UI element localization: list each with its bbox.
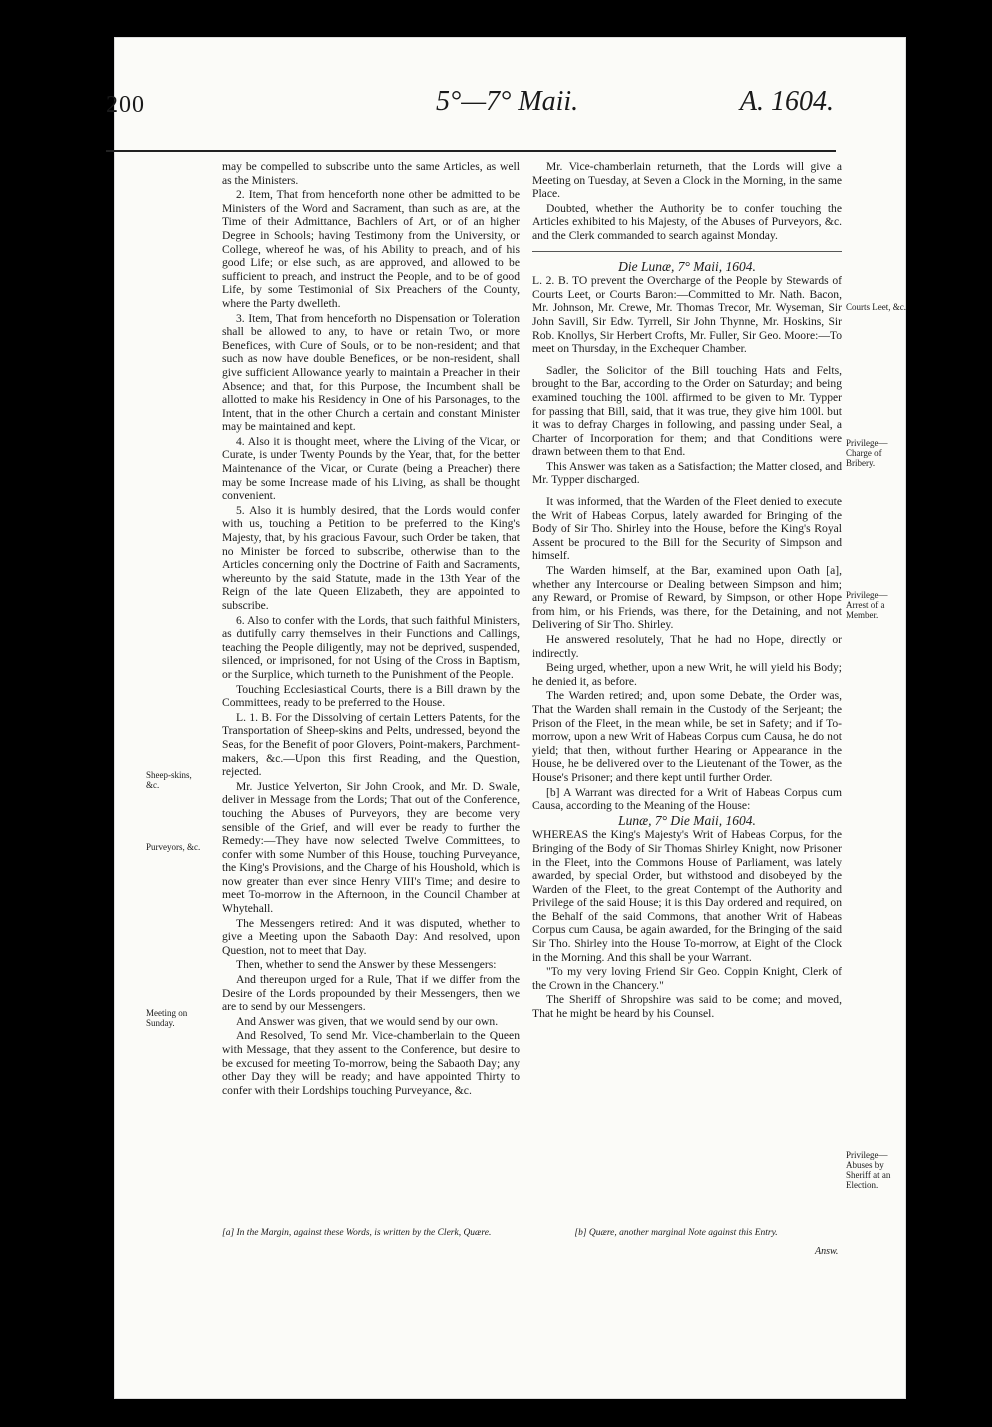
- margin-note: Privilege—Abuses by Sheriff at an Election.: [846, 1150, 891, 1190]
- paragraph: It was informed, that the Warden of the Fleet denied to execute the Writ of Habeas Corpus, lately awarded for Bringing of the Body of Sir Tho. Shirley into the House, before the King's Royal Assent be procured to the Bill for the Security of Simpson and himself.: [532, 495, 842, 563]
- paragraph: 2. Item, That from henceforth none other be admitted to be Ministers of the Word and Sacrament, than such as are, at the Time of their Admittance, Bachlers of Art, or of an higher Degree in Schools; having Testimony from the University, or College, whereof he was, of his Ability to preach, and of his good Life; or else such, as are approved, and allowed to be sufficient to preach, and instruct the People, and to be of good Life, by some Testimonial of Six Preachers of the County, where the Party dwelleth.: [222, 188, 520, 310]
- paragraph: This Answer was taken as a Satisfaction; the Matter closed, and Mr. Typper discharged.: [532, 459, 842, 487]
- paragraph: [b] A Warrant was directed for a Writ of Habeas Corpus cum Causa, according to the Meaning of the House:: [532, 785, 842, 813]
- paragraph: The Messengers retired: And it was disputed, whether to give a Meeting upon the Sabaoth Day: And resolved, upon Question, not to meet that Day.: [222, 916, 520, 957]
- paragraph: L. 1. B. For the Dissolving of certain Letters Patents, for the Transportation of Sheep-skins and Pelts, undressed, beyond the Seas, for the Benefit of poor Glovers, Point-makers, Parchment-makers, &c.—Upon this first Reading, and the Question, rejected.: [222, 710, 520, 779]
- page-number: 200: [106, 92, 145, 118]
- paragraph: Doubted, whether the Authority be to confer touching the Articles exhibited to his Majesty, of the Abuses of Purveyors, &c. and the Clerk commanded to search against Monday.: [532, 201, 842, 242]
- paragraph: L. 2. B. TO prevent the Overcharge of the People by Stewards of Courts Leet, or Courts Baron:—Committed to Mr. Nath. Bacon, Mr. Johnson, Mr. Crewe, Mr. Thomas Trecor, Mr. Wyseman, Sir John Savill, Sir Edw. Tyrrell, Sir John Thynne, Mr. Hoskins, Sir Rob. Knollys, Sir Herbert Crofts, Mr. Fuller, Sir Geo. Moore:—To meet on Thursday, in the Exchequer Chamber.: [532, 274, 842, 356]
- paragraph: And Resolved, To send Mr. Vice-chamberlain to the Queen with Message, that they assent to the Conference, but desire to be excused for meeting To-morrow, being the Sabaoth Day; any other Day they will be ready; and have appointed Thirty to confer with their Lordships touching Purveyance, &c.: [222, 1029, 520, 1097]
- paragraph: The Warden himself, at the Bar, examined upon Oath [a], whether any Intercourse or Dealing between Simpson and him; any Reward, or Promise of Reward, by Simpson, or other Hope from him, or his Friends, was there, for the Detaining, and not Delivering of Sir Tho. Shirley.: [532, 564, 842, 632]
- section-rule: [532, 251, 842, 252]
- paragraph: 6. Also to confer with the Lords, that such faithful Ministers, as dutifully carry themselves in their Functions and Callings, teaching the People diligently, may not be deprived, suspended, silenced, or imprisoned, for not Using of the Cross in Baptism, or the Surplice, which turneth to the Punishment of the People.: [222, 613, 520, 681]
- day-heading: Die Lunæ, 7° Maii, 1604.: [618, 258, 756, 274]
- paragraph: He answered resolutely, That he had no Hope, directly or indirectly.: [532, 633, 842, 660]
- warrant-address: "To my very loving Friend Sir Geo. Coppin Knight, Clerk of the Crown in the Chancery.": [532, 965, 842, 992]
- paragraph: The Sheriff of Shropshire was said to be come; and moved, That he might be heard by his Counsel.: [532, 993, 842, 1021]
- paragraph: Mr. Justice Yelverton, Sir John Crook, and Mr. D. Swale, deliver in Message from the Lords; That out of the Conference, touching the Abuses of Purveyors, they are become very sensible of the Grief, and will ever be ready to further the Remedy:—They have now selected Twelve Committees, to confer with some Number of this House, touching Purveyance, the King's Provisions, and the Charge of his Houshold, which is now greater than ever since Henry VIII's Time; and desire to meet To-morrow in the Afternoon, in the Council Chamber at Whytehall.: [222, 779, 520, 916]
- paragraph: 4. Also it is thought meet, where the Living of the Vicar, or Curate, is under Twenty Pounds by the Year, that, for the better Maintenance of the Vicar, or Curate (being a Preacher) there may be some Increase made of his Living, as shall be thought convenient.: [222, 434, 520, 503]
- paragraph: The Warden retired; and, upon some Debate, the Order was, That the Warden shall remain in the Custody of the Serjeant; the Prison of the Fleet, in the mean while, be set in Safety; and if To-morrow, upon a new Writ of Habeas Corpus cum Causa, he do not yield; that then, without further Hearing or Appearance in the House, he be delivered over to the Lieutenant of the Tower, as the House's Prisoner; and there kept until further Order.: [532, 689, 842, 784]
- footnote-b: [b] Quære, another marginal Note against this Entry.: [574, 1228, 778, 1238]
- paragraph: Then, whether to send the Answer by these Messengers:: [236, 958, 497, 972]
- margin-note: Privilege—Arrest of a Member.: [846, 590, 888, 620]
- header-year: A. 1604.: [739, 86, 834, 117]
- page-header: [106, 86, 834, 126]
- paragraph: And thereupon urged for a Rule, That if we differ from the Desire of the Lords propounded by their Messengers, then we are to send by our Messengers.: [222, 973, 520, 1014]
- paragraph: may be compelled to subscribe unto the same Articles, as well as the Ministers.: [222, 160, 520, 187]
- paragraph: 3. Item, That from henceforth no Dispensation or Toleration shall be allowed to any, to have or retain Two, or more Benefices, with Cure of Souls, or to be non-resident; and that such as now have double Benefices, or be non-resident, shall give sufficient Allowance yearly to maintain a Preacher in their Absence; and that, for this Purpose, the Incumbent shall be allotted to make his Residency in One of his Parsonages, to the Intent, that in the other Church a certain and constant Minister may be maintained and kept.: [222, 311, 520, 434]
- right-column: [532, 160, 842, 1022]
- left-column: [222, 160, 520, 1098]
- paragraph: 5. Also it is humbly desired, that the Lords would confer with us, touching a Petition to be preferred to the King's Majesty, that, by his gracious Favour, such Order be taken, that no Minister be forced to subscribe, otherwise than to the Articles concerning only the Doctrine of Faith and Sacraments, whereunto by the said Statute, made in the 13th Year of the Reign of the late Queen Elizabeth, they are appointed to subscribe.: [222, 503, 520, 612]
- warrant-text: WHEREAS the King's Majesty's Writ of Habeas Corpus, for the Bringing of the Body of Sir Thomas Shirley Knight, now Prisoner in the Fleet, into the Commons House of Parliament, was lately awarded, by special Order, but withstood and disobeyed by the Warden of the Fleet, to the great Contempt of the Authority and Privilege of the said House; it is this Day ordered and required, on the Behalf of the said Commons, that another Writ of Habeas Corpus cum Causa, be again awarded, for the Bringing of the said Sir Tho. Shirley into the House To-morrow, at Eight of the Clock in the Morning. And this shall be your Warrant.: [532, 828, 842, 964]
- footnotes: [222, 1228, 842, 1238]
- margin-note: Privilege—Charge of Bribery.: [846, 438, 888, 468]
- header-dates: 5°—7° Maii.: [436, 86, 579, 117]
- paragraph: Mr. Vice-chamberlain returneth, that the Lords will give a Meeting on Tuesday, at Seven a Clock in the Morning, in the same Place.: [532, 160, 842, 201]
- paragraph: Touching Ecclesiastical Courts, there is a Bill drawn by the Committees, ready to be preferred to the House.: [222, 682, 520, 710]
- paragraph: And Answer was given, that we would send by our own.: [236, 1014, 499, 1028]
- footnote-a: [a] In the Margin, against these Words, is written by the Clerk, Quære.: [222, 1228, 492, 1238]
- header-rule: [106, 150, 836, 152]
- margin-note: Courts Leet, &c.: [846, 302, 906, 312]
- paragraph: Sadler, the Solicitor of the Bill touching Hats and Felts, brought to the Bar, according to the Order on Saturday; and being examined touching the 100l. affirmed to be given to Mr. Typper for passing that Bill, said, that it was true, they give him 100l. but it was to defray Charges in following, and passing under Seal, a Charter of Incorporation for them; and that Conditions were drawn between them to that End.: [532, 363, 842, 459]
- catchword: Answ.: [815, 1246, 839, 1257]
- margin-note: Purveyors, &c.: [146, 842, 201, 852]
- margin-note: Meeting on Sunday.: [146, 1008, 188, 1028]
- paragraph: Being urged, whether, upon a new Writ, he will yield his Body; he denied it, as before.: [532, 661, 842, 688]
- warrant-heading: Lunæ, 7° Die Maii, 1604.: [618, 812, 756, 828]
- margin-note: Sheep-skins, &c.: [146, 770, 192, 790]
